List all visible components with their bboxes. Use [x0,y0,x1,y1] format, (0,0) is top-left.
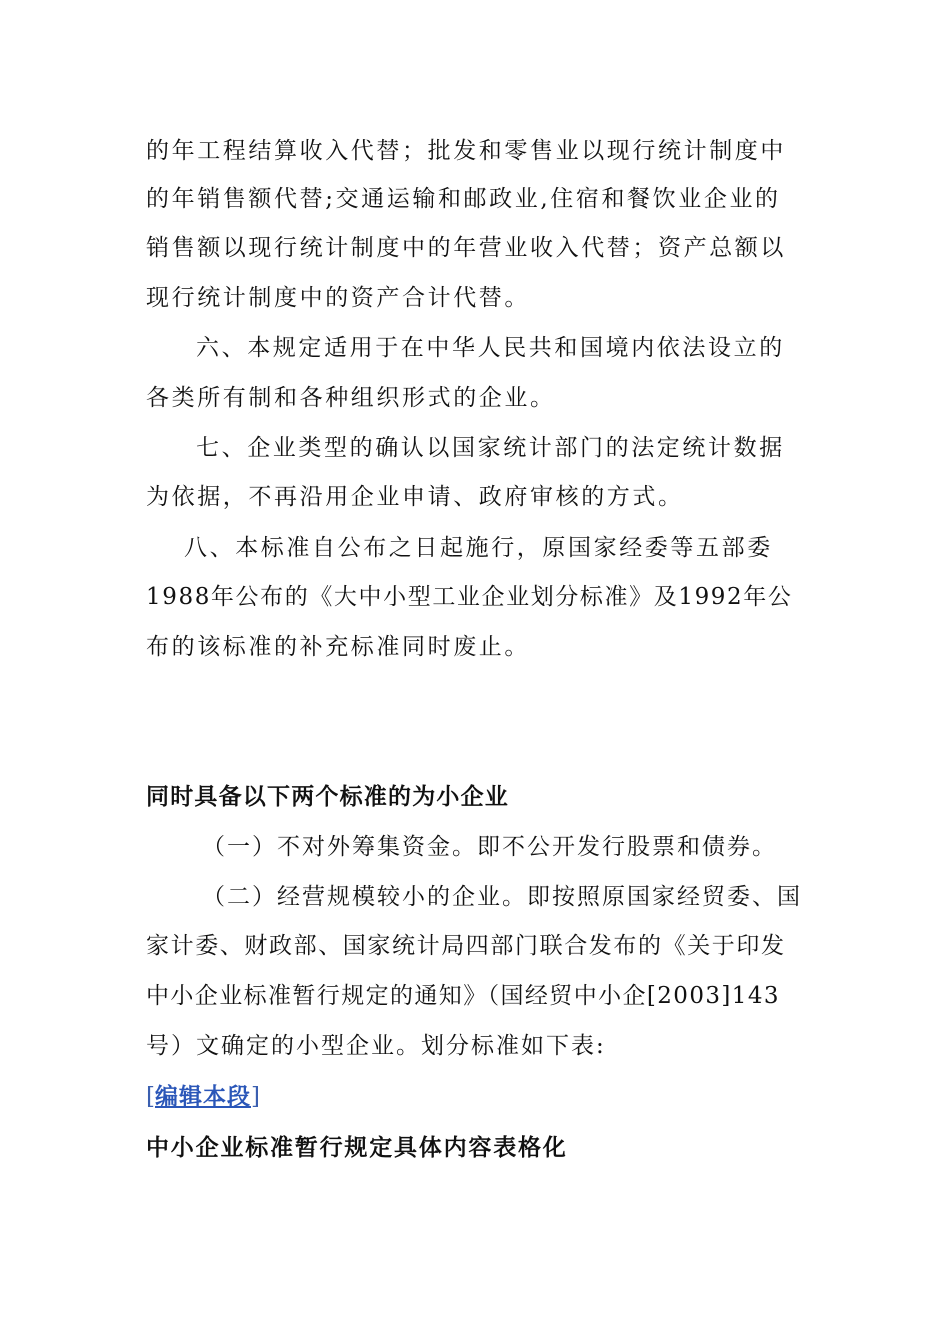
edit-section-button[interactable]: 编辑本段 [154,1084,251,1110]
edit-close-bracket: ] [250,1084,260,1110]
small-enterprise-item-2-line-4: 号）文确定的小型企业。划分标准如下表: [146,1033,606,1059]
paragraph-8-line-3: 布的该标准的补充标准同时废止。 [146,634,530,660]
paragraph-5-line-4: 现行统计制度中的资产合计代替。 [146,285,530,311]
paragraph-8-line-1: 八、本标准自公布之日起施行，原国家经委等五部委 [184,535,773,561]
edit-section-link[interactable] [146,1082,260,1112]
standard-table-heading: 中小企业标准暂行规定具体内容表格化 [146,1135,568,1161]
small-enterprise-item-2-line-2: 家计委、财政部、国家统计局四部门联合发布的《关于印发 [146,933,786,959]
paragraph-5-line-1: 的年工程结算收入代替；批发和零售业以现行统计制度中 [146,138,786,164]
paragraph-7-line-1: 七、企业类型的确认以国家统计部门的法定统计数据 [196,435,785,461]
paragraph-6-line-1: 六、本规定适用于在中华人民共和国境内依法设立的 [196,335,785,361]
small-enterprise-item-2-line-1: （二）经营规模较小的企业。即按照原国家经贸委、国 [202,884,802,910]
paragraph-5-line-2: 的年销售额代替;交通运输和邮政业,住宿和餐饮业企业的 [146,186,781,212]
paragraph-8-line-2: 1988年公布的《大中小型工业企业划分标准》及1992年公 [146,584,793,610]
paragraph-5-line-3: 销售额以现行统计制度中的年营业收入代替；资产总额以 [146,235,786,261]
paragraph-6-line-2: 各类所有制和各种组织形式的企业。 [146,385,556,411]
paragraph-7-line-2: 为依据，不再沿用企业申请、政府审核的方式。 [146,484,684,510]
edit-open-bracket: [ [146,1084,155,1110]
small-enterprise-item-1: （一）不对外筹集资金。即不公开发行股票和债券。 [202,834,777,860]
small-enterprise-heading: 同时具备以下两个标准的为小企业 [146,784,509,810]
small-enterprise-item-2-line-3: 中小企业标准暂行规定的通知》（国经贸中小企[2003]143 [146,983,780,1009]
